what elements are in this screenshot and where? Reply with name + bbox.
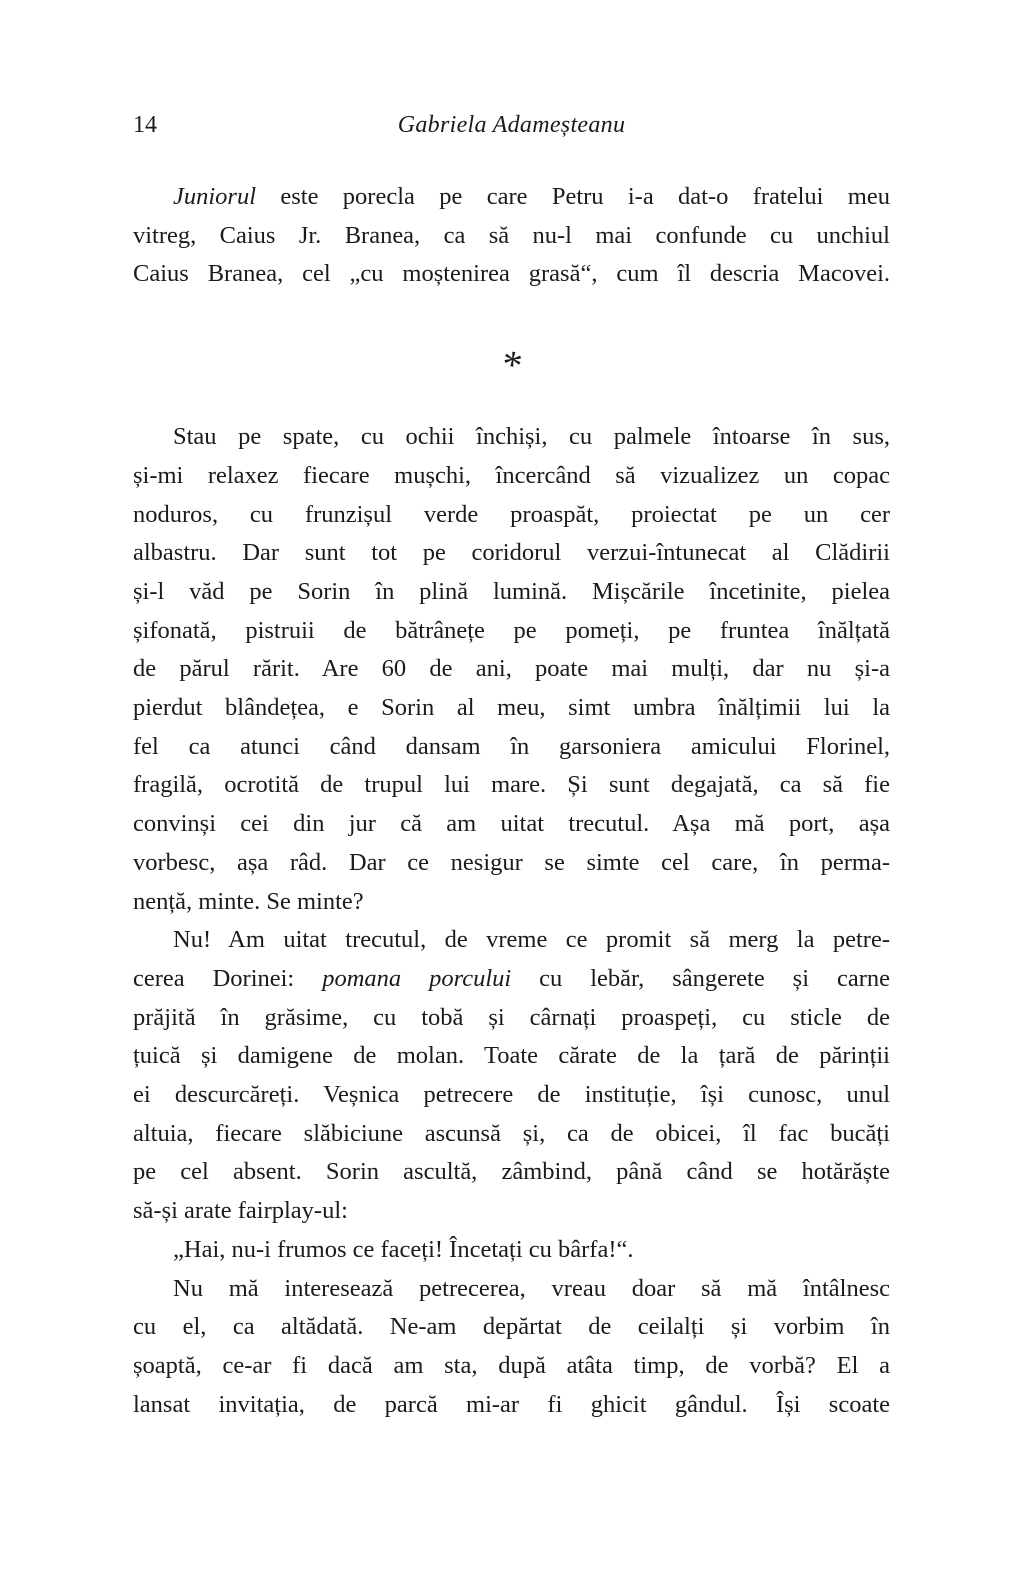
text-line [133,921,890,960]
text-line [133,1347,890,1386]
text-segment: să-și arate fairplay-ul: [133,1197,348,1225]
text-line [133,1270,890,1309]
text-line [133,1115,890,1154]
text-line [133,1076,890,1115]
text-line [133,844,890,883]
text-line [133,1153,890,1192]
text-segment: țuică și damigene de molan. Toate cărate de la țară de părinții [133,1042,890,1070]
text-line [133,573,890,612]
italic-text-segment: pomana porcului [322,964,512,992]
text-line [133,255,890,294]
text-line [133,496,890,535]
text-line [133,883,890,922]
text-segment: șifonată, pistruii de bătrânețe pe pomeți, pe fruntea înălțată [133,616,890,644]
text-segment: și-mi relaxez fiecare mușchi, încercând să vizualizez un copac [133,461,890,489]
text-segment: noduros, cu frunzișul verde proaspăt, proiectat pe un cer [133,500,890,528]
text-line [133,650,890,689]
text-line [133,999,890,1038]
paragraph [133,921,890,1231]
text-segment: Stau pe spate, cu ochii închiși, cu palmele întoarse în sus, [173,423,890,451]
text-line [133,1192,890,1231]
text-segment: Nu! Am uitat trecutul, de vreme ce promit să merg la petre- [173,926,890,954]
text-line [133,1308,890,1347]
text-segment: cu lebăr, sângerete și carne [511,964,890,992]
body-text [133,178,890,1424]
text-line [133,418,890,457]
text-segment: cerea Dorinei: [133,964,323,992]
text-line [133,805,890,844]
text-line [133,960,890,999]
text-segment: Caius Branea, cel „cu moștenirea grasă“, cum îl descria Macovei. [133,260,890,288]
text-segment: șoaptă, ce-ar fi dacă am sta, după atâta timp, de vorbă? El a [133,1351,890,1379]
text-line [133,728,890,767]
text-segment: este porecla pe care Petru i-a dat-o fratelui meu [256,183,890,210]
text-line [133,689,890,728]
text-segment: lansat invitația, de parcă mi-ar fi ghicit gândul. Își scoate [133,1390,890,1418]
separator-star-glyph: * [498,340,525,389]
paragraph [133,178,890,294]
text-segment: convinși cei din jur că am uitat trecutul. Așa mă port, așa [133,810,890,838]
text-segment: „Hai, nu-i frumos ce faceți! Încetați cu bârfa!“. [173,1235,634,1263]
text-segment: altuia, fiecare slăbiciune ascunsă și, ca de obicei, îl fac bucăți [133,1119,890,1147]
text-line [133,178,890,217]
running-header-author: Gabriela Adameșteanu [397,112,626,138]
text-line [133,457,890,496]
text-line [133,612,890,651]
text-line [133,217,890,256]
text-segment: și-l văd pe Sorin în plină lumină. Mișcările încetinite, pielea [133,577,890,605]
page-number: 14 [133,112,157,138]
text-line [133,534,890,573]
paragraph [133,418,890,921]
text-segment: vitreg, Caius Jr. Branea, ca să nu-l mai confunde cu unchiul [133,221,890,249]
text-segment: albastru. Dar sunt tot pe coridorul verzui-întunecat al Clădirii [133,539,890,567]
paragraph [133,1270,890,1425]
text-line [133,1231,890,1270]
text-segment: de părul rărit. Are 60 de ani, poate mai mulți, dar nu și-a [133,655,890,683]
text-segment: nență, minte. Se minte? [133,887,364,915]
italic-text-segment: Juniorul [173,183,257,210]
text-segment: Nu mă interesează petrecerea, vreau doar să mă întâlnesc [173,1274,890,1302]
text-segment: cu el, ca altădată. Ne-am depărtat de ceilalți și vorbim în [133,1313,890,1341]
text-segment: vorbesc, așa râd. Dar ce nesigur se simte cel care, în perma- [133,848,890,876]
text-segment: fel ca atunci când dansam în garsoniera amicului Florinel, [133,732,890,760]
paragraph [133,1231,890,1270]
page-header [133,110,890,140]
text-segment: pe cel absent. Sorin ascultă, zâmbind, până când se hotărăște [133,1158,890,1186]
text-line [133,766,890,805]
text-segment: pierdut blândețea, e Sorin al meu, simt umbra înălțimii lui la [133,694,890,722]
section-separator [133,294,890,418]
text-line [133,1037,890,1076]
text-segment: ei descurcăreți. Veșnica petrecere de instituție, își cunosc, unul [133,1081,890,1109]
text-segment: prăjită în grăsime, cu tobă și cârnați proaspeți, cu sticle de [133,1003,890,1031]
text-segment: fragilă, ocrotită de trupul lui mare. Și sunt degajată, ca să fie [133,771,890,799]
text-line [133,1386,890,1425]
